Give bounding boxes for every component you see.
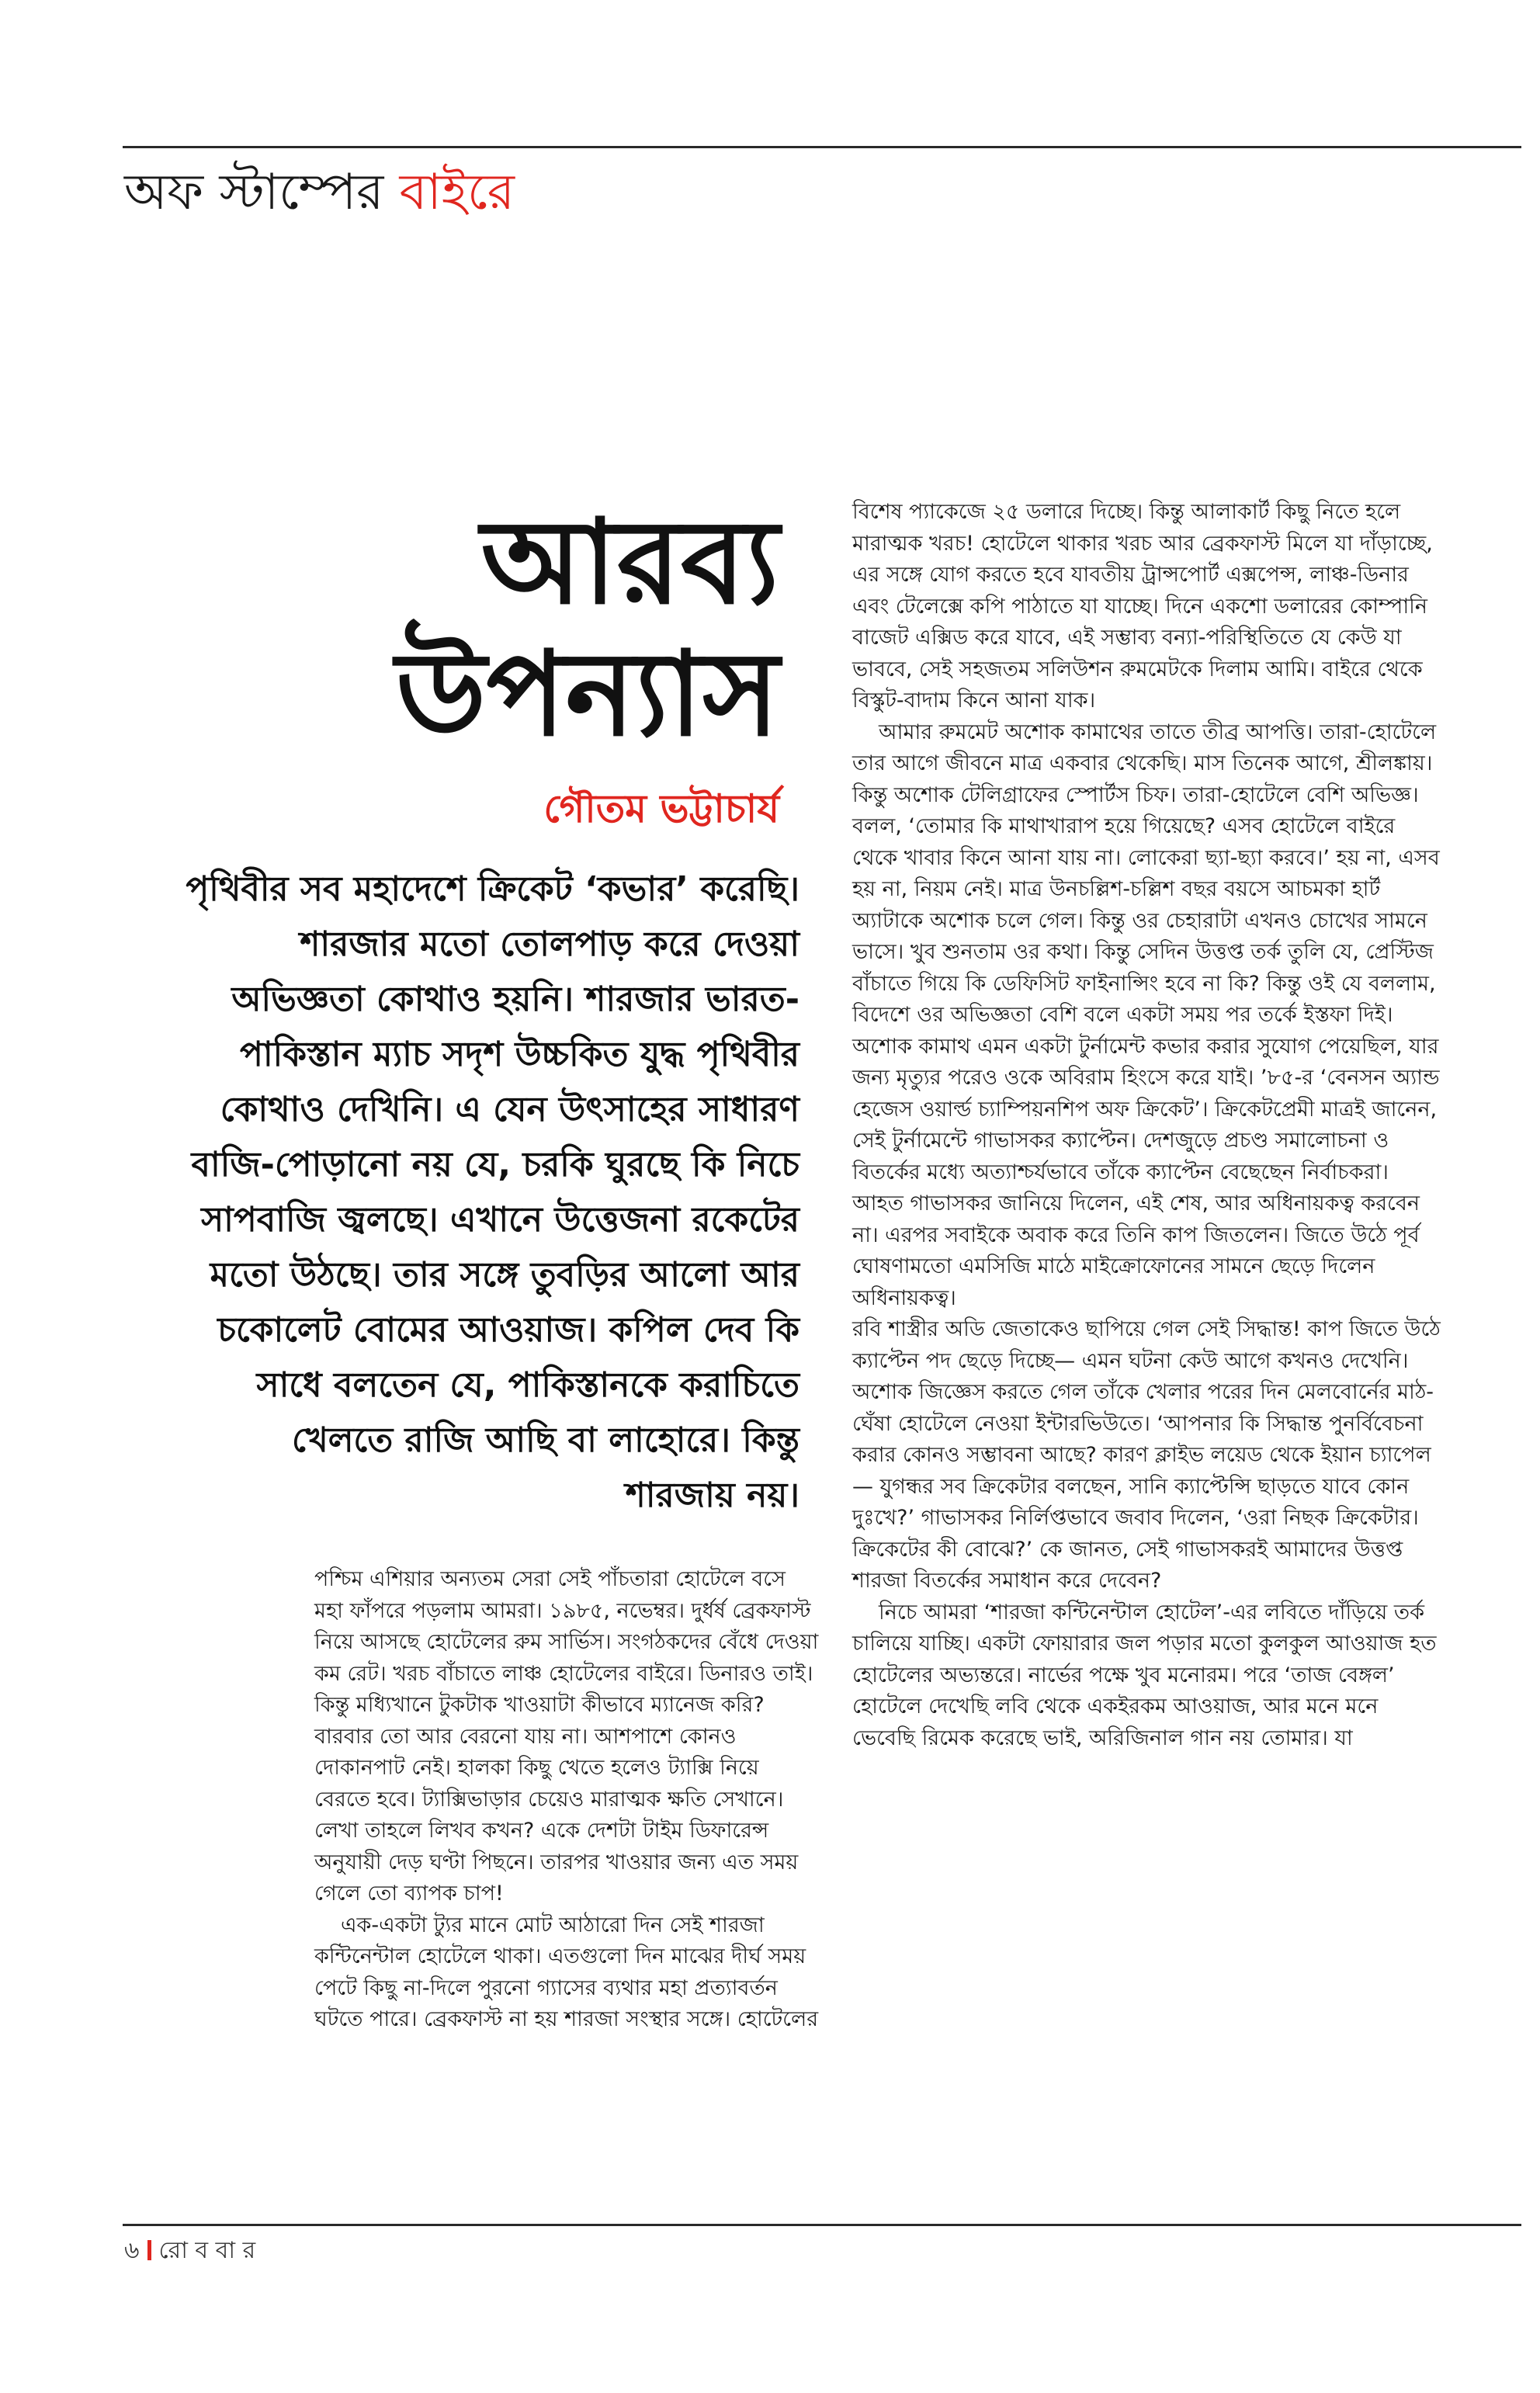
bottom-rule bbox=[123, 2224, 1521, 2226]
top-rule bbox=[123, 146, 1521, 148]
page-number: ৬ bbox=[124, 2237, 140, 2264]
body-column-left bbox=[314, 1564, 819, 2036]
paragraph: নিচে আমরা ‘শারজা কন্টিনেন্টাল হোটেল’-এর লবিতে দাঁড়িয়ে তর্ক চালিয়ে যাচ্ছি। একটা ফোয়ারার জল পড়ার মতো কুলকুল আওয়াজ হত হোটেলের অভ্যন্তরে। নার্ভের পক্ষে খুব মনোরম। পরে ‘তাজ বেঙ্গল’ হোটেলে দেখেছি লবি থেকে একইরকম আওয়াজ, আর মনে মনে ভেবেছি রিমেক করেছে ভাই, অরিজিনাল গান নয় তোমার। যা bbox=[852, 1600, 1437, 1750]
paragraph: রবি শাস্ত্রীর অডি জেতাকেও ছাপিয়ে গেল সেই সিদ্ধান্ত! কাপ জিতে উঠে ক্যাপ্টেন পদ ছেড়ে দিচ্ছে— এমন ঘটনা কেউ আগে কখনও দেখেনি। অশোক জিজ্ঞেস করতে গেল তাঁকে খেলার পরের দিন মেলবোর্নের মাঠ-ঘেঁষা হোটেলে নেওয়া ইন্টারভিউতে। ‘আপনার কি সিদ্ধান্ত পুনর্বিবেচনা করার কোনও সম্ভাবনা আছে? কারণ ক্লাইভ লয়েড থেকে ইয়ান চ্যাপেল— যুগন্ধর সব ক্রিকেটার বলছেন, সানি ক্যাপ্টেন্সি ছাড়তে যাবে কোন দুঃখে?’ গাভাসকর নির্লিপ্তভাবে জবাব দিলেন, ‘ওরা নিছক ক্রিকেটার। ক্রিকেটের কী বোঝে?’ কে জানত, সেই গাভাসকরই আমাদের উত্তপ্ত শারজা বিতর্কের সমাধান করে দেবেন? bbox=[852, 1317, 1441, 1593]
page-footer bbox=[124, 2235, 255, 2266]
body-column-right bbox=[852, 497, 1442, 1754]
paragraph: আমার রুমমেট অশোক কামাথের তাতে তীব্র আপত্তি। তারা-হোটেলে তার আগে জীবনে মাত্র একবার থেকেছি। মাস তিনেক আগে, শ্রীলঙ্কায়। কিন্তু অশোক টেলিগ্রাফের স্পোর্টস চিফ। তারা-হোটেলে বেশি অভিজ্ঞ। বলল, ‘তোমার কি মাথাখারাপ হয়ে গিয়েছে? এসব হোটেলে বাইরে থেকে খাবার কিনে আনা যায় না। লোকেরা ছ্যা-ছ্যা করবে।’ হয় না, এসব হয় না, নিয়ম নেই। মাত্র উনচল্লিশ-চল্লিশ বছর বয়সে আচমকা হার্ট অ্যাটাকে অশোক চলে গেল। কিন্তু ওর চেহারাটা এখনও চোখের সামনে ভাসে। খুব শুনতাম ওর কথা। কিন্তু সেদিন উত্তপ্ত তর্ক তুলি যে, প্রেস্টিজ বাঁচাতে গিয়ে কি ডেফিসিট ফাইনান্সিং হবে না কি? কিন্তু ওই যে বললাম, বিদেশে ওর অভিজ্ঞতা বেশি বলে একটা সময় পর তর্কে ইস্তফা দিই। অশোক কামাথ এমন একটা টুর্নামেন্ট কভার করার সুযোগ পেয়েছিল, যার জন্য মৃত্যুর পরেও ওকে অবিরাম হিংসে করে যাই। ’৮৫-র ‘বেনসন অ্যান্ড হেজেস ওয়ার্ল্ড চ্যাম্পিয়নশিপ অফ ক্রিকেট’। ক্রিকেটপ্রেমী মাত্রই জানেন, সেই টুর্নামেন্টে গাভাসকর ক্যাপ্টেন। দেশজুড়ে প্রচণ্ড সমালোচনা ও বিতর্কের মধ্যে অত্যাশ্চর্যভাবে তাঁকে ক্যাপ্টেন বেছেছেন নির্বাচকরা। আহত গাভাসকর জানিয়ে দিলেন, এই শেষ, আর অধিনায়কত্ব করবেন না। এরপর সবাইকে অবাক করে তিনি কাপ জিতলেন। জিতে উঠে পূর্ব ঘোষণামতো এমসিজি মাঠে মাইক্রোফোনের সামনে ছেড়ে দিলেন অধিনায়কত্ব। bbox=[852, 720, 1440, 1310]
section-header bbox=[124, 155, 515, 230]
article-lede: পৃথিবীর সব মহাদেশে ক্রিকেট ‘কভার’ করেছি। শারজার মতো তোলপাড় করে দেওয়া অভিজ্ঞতা কোথাও হয়নি। শারজার ভারত-পাকিস্তান ম্যাচ সদৃশ উচ্চকিত যুদ্ধ পৃথিবীর কোথাও দেখিনি। এ যেন উৎসাহের সাধারণ বাজি-পোড়ানো নয় যে, চরকি ঘুরছে কি নিচে সাপবাজি জ্বলছে। এখানে উত্তেজনা রকেটের মতো উঠছে। তার সঙ্গে তুবড়ির আলো আর চকোলেট বোমের আওয়াজ। কপিল দেব কি সাধে বলতেন যে, পাকিস্তানকে করাচিতে খেলতে রাজি আছি বা লাহোরে। কিন্তু শারজায় নয়। bbox=[186, 869, 799, 1515]
paragraph: এক-একটা ট্যুর মানে মোট আঠারো দিন সেই শারজা কন্টিনেন্টাল হোটেলে থাকা। এতগুলো দিন মাঝের দীর্ঘ সময় পেটে কিছু না-দিলে পুরনো গ্যাসের ব্যথার মহা প্রত্যাবর্তন ঘটতে পারে। ব্রেকফাস্ট না হয় শারজা সংস্থার সঙ্গে। হোটেলের bbox=[314, 1913, 819, 2031]
publication-name: রো ব বা র bbox=[158, 2237, 256, 2264]
article-title bbox=[396, 497, 779, 761]
footer-separator bbox=[147, 2240, 151, 2260]
author-byline: গৌতম ভট্টাচার্য bbox=[543, 786, 779, 831]
title-line-2: উপন্যাস bbox=[395, 627, 779, 762]
paragraph: বিশেষ প্যাকেজে ২৫ ডলারে দিচ্ছে। কিন্তু আলাকার্ট কিছু নিতে হলে মারাত্মক খরচ! হোটেলে থাকার খরচ আর ব্রেকফাস্ট মিলে যা দাঁড়াচ্ছে, এর সঙ্গে যোগ করতে হবে যাবতীয় ট্রান্সপোর্ট এক্সপেন্স, লাঞ্চ-ডিনার এবং টেলেক্সে কপি পাঠাতে যা যাচ্ছে। দিনে একশো ডলারের কোম্পানি বাজেট এক্সিড করে যাবে, এই সম্ভাব্য বন্যা-পরিস্থিতিতে যে কেউ যা ভাববে, সেই সহজতম সলিউশন রুমমেটকে দিলাম আমি। বাইরে থেকে বিস্কুট-বাদাম কিনে আনা যাক। bbox=[852, 500, 1433, 713]
section-label-black: অফ স্টাম্পের bbox=[124, 164, 384, 221]
section-label-red: বাইরে bbox=[399, 164, 515, 221]
title-line-1: আরব্য bbox=[480, 495, 779, 630]
paragraph: পশ্চিম এশিয়ার অন্যতম সেরা সেই পাঁচতারা হোটেলে বসে মহা ফাঁপরে পড়লাম আমরা। ১৯৮৫, নভেম্বর। দুর্ধর্ষ ব্রেকফাস্ট নিয়ে আসছে হোটেলের রুম সার্ভিস। সংগঠকদের বেঁধে দেওয়া কম রেট। খরচ বাঁচাতে লাঞ্চ হোটেলের বাইরে। ডিনারও তাই। কিন্তু মধ্যিখানে টুকটাক খাওয়াটা কীভাবে ম্যানেজ করি? বারবার তো আর বেরনো যায় না। আশপাশে কোনও দোকানপাট নেই। হালকা কিছু খেতে হলেও ট্যাক্সি নিয়ে বেরতে হবে। ট্যাক্সিভাড়ার চেয়েও মারাত্মক ক্ষতি সেখানে। লেখা তাহলে লিখব কখন? একে দেশটা টাইম ডিফারেন্স অনুযায়ী দেড় ঘণ্টা পিছনে। তারপর খাওয়ার জন্য এত সময় গেলে তো ব্যাপক চাপ! bbox=[314, 1567, 819, 1906]
